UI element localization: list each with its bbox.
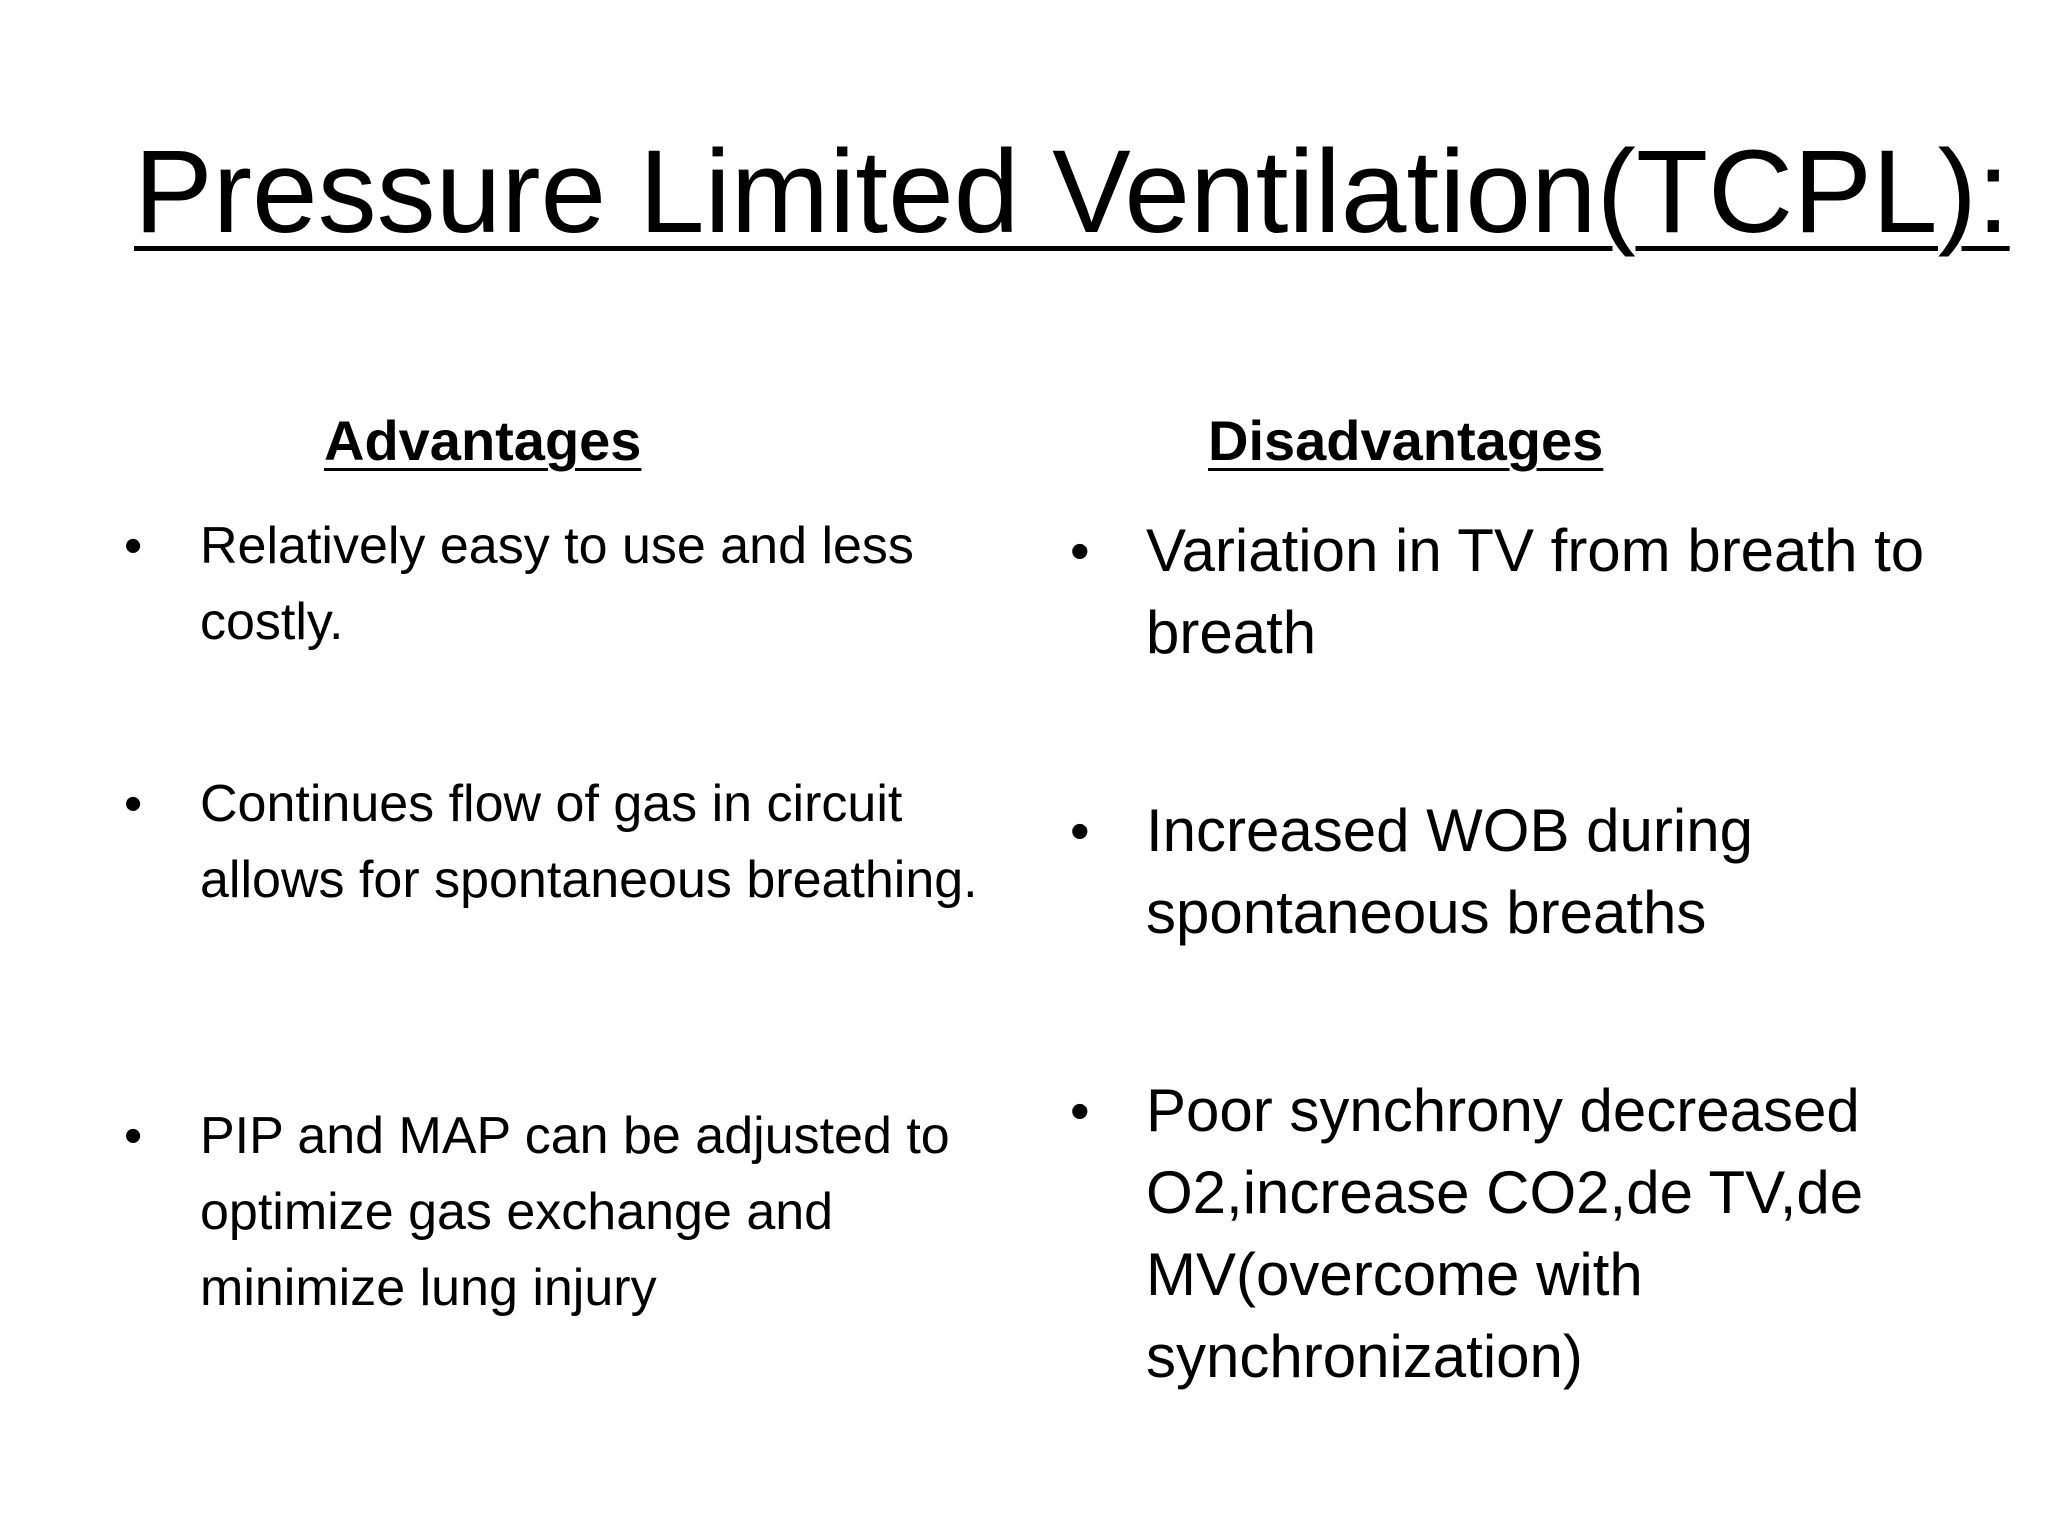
- advantages-heading: Advantages: [324, 409, 642, 472]
- slide-title: Pressure Limited Ventilation(TCPL):: [134, 126, 2010, 258]
- bullet-icon: •: [1070, 799, 1090, 862]
- disadvantage-text: Poor synchrony decreased O2,increase CO2,de TV,de MV(overcome with synchronization): [1146, 1077, 1864, 1390]
- bullet-icon: •: [124, 1107, 143, 1165]
- disadvantage-text: Increased WOB during spontaneous breaths: [1146, 797, 1753, 946]
- bullet-icon: •: [1070, 519, 1090, 582]
- advantage-text: Continues flow of gas in circuit allows for spontaneous breathing.: [200, 775, 978, 909]
- bullet-icon: •: [124, 517, 143, 575]
- advantage-text: Relatively easy to use and less costly.: [200, 517, 914, 651]
- disadvantage-text: Variation in TV from breath to breath: [1146, 517, 1925, 666]
- disadvantages-heading: Disadvantages: [1208, 409, 1604, 472]
- bullet-icon: •: [124, 775, 143, 833]
- bullet-icon: •: [1070, 1079, 1090, 1142]
- advantage-text: PIP and MAP can be adjusted to optimize gas exchange and minimize lung injury: [200, 1107, 950, 1317]
